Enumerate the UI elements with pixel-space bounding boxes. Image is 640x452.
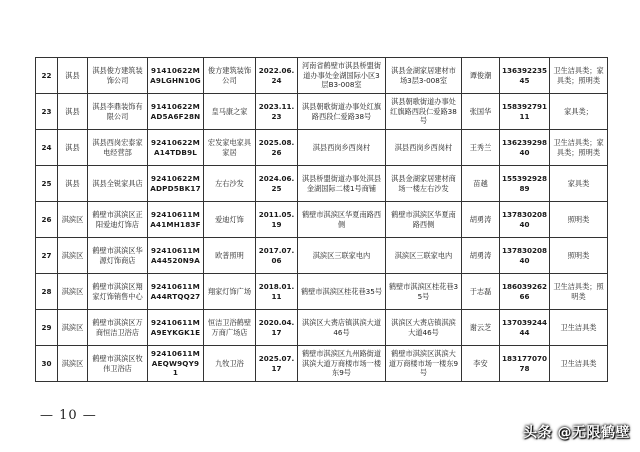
cell-no: 22 — [36, 58, 58, 94]
cell-credit-code: 92410622MA14TDB9L — [148, 130, 204, 166]
cell-date: 2022.06.24 — [256, 58, 298, 94]
cell-business-address: 淇县金湖家居建材商场一楼左右沙发 — [386, 166, 462, 202]
cell-no: 25 — [36, 166, 58, 202]
cell-name: 鹤壁市淇滨区万商恒洁卫浴店 — [88, 310, 148, 346]
cell-date: 2018.01.11 — [256, 274, 298, 310]
cell-contact: 胡勇涛 — [462, 238, 500, 274]
cell-date: 2011.05.19 — [256, 202, 298, 238]
cell-credit-code: 92410611MA41MH183F — [148, 202, 204, 238]
cell-business-address: 鹤壁市淇滨区华夏南路西侧 — [386, 202, 462, 238]
table-row — [36, 94, 608, 130]
cell-name: 鹤壁市淇滨区牧伟卫浴店 — [88, 346, 148, 382]
cell-business-address: 淇滨区三联家电内 — [386, 238, 462, 274]
cell-business-address: 鹤壁市淇滨区桂花巷35号 — [386, 274, 462, 310]
cell-business-address: 淇县朝歌街道办事处红旗路西段仁爱路38号 — [386, 94, 462, 130]
cell-phone: 13783020840 — [500, 202, 550, 238]
cell-contact: 谢云芝 — [462, 310, 500, 346]
table-body — [36, 58, 608, 382]
cell-area: 淇滨区 — [58, 274, 88, 310]
cell-phone: 13623929840 — [500, 130, 550, 166]
cell-category: 家具类； — [550, 94, 608, 130]
cell-registered-address: 淇县西岗乡西岗村 — [298, 130, 386, 166]
cell-credit-code: 92410611MA9EYKGK1E — [148, 310, 204, 346]
cell-contact: 于志磊 — [462, 274, 500, 310]
cell-no: 30 — [36, 346, 58, 382]
cell-no: 29 — [36, 310, 58, 346]
cell-credit-code: 92410611MA44520N9A — [148, 238, 204, 274]
cell-no: 28 — [36, 274, 58, 310]
table-row — [36, 58, 608, 94]
cell-credit-code: 91410622MAD5A6F28N — [148, 94, 204, 130]
cell-category: 家具类 — [550, 166, 608, 202]
cell-business-address: 淇县西岗乡西岗村 — [386, 130, 462, 166]
cell-credit-code: 92410622MADPD5BK17 — [148, 166, 204, 202]
table-row — [36, 130, 608, 166]
cell-registered-address: 河南省鹤壁市淇县桥盟街道办事处金湖国际小区3层B3-008室 — [298, 58, 386, 94]
cell-name: 鹤壁市淇滨区正阳爱迪灯饰店 — [88, 202, 148, 238]
cell-phone: 13783020840 — [500, 238, 550, 274]
cell-phone: 13639223545 — [500, 58, 550, 94]
cell-name: 鹤壁市淇滨区华源灯饰商店 — [88, 238, 148, 274]
cell-phone: 18603926266 — [500, 274, 550, 310]
table-row — [36, 310, 608, 346]
cell-no: 27 — [36, 238, 58, 274]
cell-no: 26 — [36, 202, 58, 238]
cell-registered-address: 鹤壁市淇滨区九州路街道淇滨大道万商楼市场一楼东9号 — [298, 346, 386, 382]
cell-contact: 胡勇涛 — [462, 202, 500, 238]
cell-phone: 13703924444 — [500, 310, 550, 346]
cell-area: 淇滨区 — [58, 238, 88, 274]
cell-name: 淇县全锐家具店 — [88, 166, 148, 202]
cell-category: 卫生洁具类 — [550, 310, 608, 346]
cell-brand: 恒洁卫浴鹤壁万商广场店 — [204, 310, 256, 346]
cell-brand: 皇马康之家 — [204, 94, 256, 130]
cell-category: 卫生洁具类 — [550, 346, 608, 382]
cell-brand: 爱迪灯饰 — [204, 202, 256, 238]
cell-brand: 宏发家电家具家居 — [204, 130, 256, 166]
cell-date: 2020.04.17 — [256, 310, 298, 346]
cell-area: 淇县 — [58, 166, 88, 202]
table-row — [36, 202, 608, 238]
table-row — [36, 238, 608, 274]
cell-name: 淇县俊方建筑装饰公司 — [88, 58, 148, 94]
cell-brand: 欧普照明 — [204, 238, 256, 274]
registry-table — [35, 57, 608, 382]
cell-category: 卫生洁具类；家具类；照明类 — [550, 130, 608, 166]
cell-credit-code: 91410622MA9LGHN10G — [148, 58, 204, 94]
cell-no: 24 — [36, 130, 58, 166]
cell-category: 照明类 — [550, 238, 608, 274]
cell-phone: 15539292889 — [500, 166, 550, 202]
cell-contact: 李安 — [462, 346, 500, 382]
cell-category: 照明类 — [550, 202, 608, 238]
cell-business-address: 淇滨区大赉店镇淇滨大道46号 — [386, 310, 462, 346]
cell-registered-address: 鹤壁市淇滨区桂花巷35号 — [298, 274, 386, 310]
cell-area: 淇滨区 — [58, 346, 88, 382]
cell-name: 淇县西岗宏泰家电经营部 — [88, 130, 148, 166]
cell-contact: 苗越 — [462, 166, 500, 202]
cell-date: 2017.07.06 — [256, 238, 298, 274]
cell-brand: 左右沙发 — [204, 166, 256, 202]
cell-phone: 18317707078 — [500, 346, 550, 382]
cell-contact: 王秀兰 — [462, 130, 500, 166]
cell-date: 2025.08.26 — [256, 130, 298, 166]
table-row — [36, 166, 608, 202]
cell-category: 卫生洁具类；照明类 — [550, 274, 608, 310]
cell-registered-address: 鹤壁市淇滨区华夏南路西侧 — [298, 202, 386, 238]
cell-business-address: 淇县金湖家居建材市场3层3-008室 — [386, 58, 462, 94]
cell-contact: 张国华 — [462, 94, 500, 130]
cell-registered-address: 淇县桥盟街道办事处淇县金湖国际二楼1号商铺 — [298, 166, 386, 202]
cell-registered-address: 淇滨区三联家电内 — [298, 238, 386, 274]
cell-contact: 谭俊潮 — [462, 58, 500, 94]
cell-brand: 翔家灯饰广场 — [204, 274, 256, 310]
cell-business-address: 鹤壁市淇滨区淇滨大道万商楼市场一楼东9号 — [386, 346, 462, 382]
cell-date: 2023.11.23 — [256, 94, 298, 130]
cell-registered-address: 淇县朝歌街道办事处红旗路西段仁爱路38号 — [298, 94, 386, 130]
cell-no: 23 — [36, 94, 58, 130]
cell-area: 淇滨区 — [58, 202, 88, 238]
cell-date: 2024.06.25 — [256, 166, 298, 202]
table-row — [36, 346, 608, 382]
cell-brand: 俊方建筑装饰公司 — [204, 58, 256, 94]
cell-credit-code: 92410611MAEQW9QY91 — [148, 346, 204, 382]
cell-date: 2025.07.17 — [256, 346, 298, 382]
cell-name: 淇县李鼎装饰有限公司 — [88, 94, 148, 130]
page-number: — 10 — — [40, 408, 97, 423]
watermark: 头条 @无限鹤壁 — [523, 425, 630, 441]
table-row — [36, 274, 608, 310]
cell-credit-code: 92410611MA44RTQQ27 — [148, 274, 204, 310]
cell-area: 淇滨区 — [58, 310, 88, 346]
cell-area: 淇县 — [58, 94, 88, 130]
cell-area: 淇县 — [58, 130, 88, 166]
cell-name: 鹤壁市淇滨区翔家灯饰销售中心 — [88, 274, 148, 310]
cell-registered-address: 淇滨区大赉店镇淇滨大道46号 — [298, 310, 386, 346]
cell-brand: 九牧卫浴 — [204, 346, 256, 382]
cell-category: 卫生洁具类；家具类；照明类 — [550, 58, 608, 94]
cell-area: 淇县 — [58, 58, 88, 94]
cell-phone: 15839279111 — [500, 94, 550, 130]
